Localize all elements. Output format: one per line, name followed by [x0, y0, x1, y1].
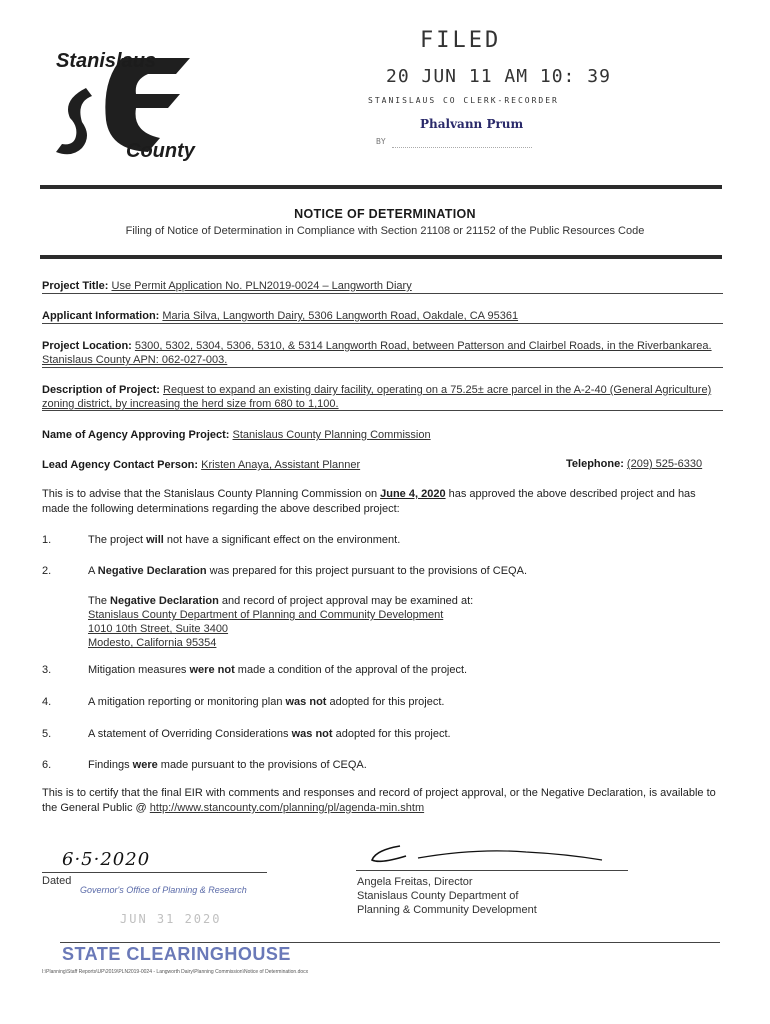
determination-intro [42, 487, 724, 517]
item-number: 5. [42, 728, 52, 740]
approval-date: June 4, 2020 [380, 488, 446, 500]
project-location-label: Project Location: [42, 340, 132, 352]
approving-agency-label: Name of Agency Approving Project: [42, 429, 230, 441]
item-text: Findings were made pursuant to the provisions of CEQA. [88, 759, 367, 771]
filed-stamp-by-line [392, 147, 532, 148]
header-divider-bar [40, 255, 722, 259]
project-description-field [42, 383, 724, 411]
handwritten-date: 6·5·2020 [62, 849, 151, 870]
intro-text-a: This is to advise that the Stanislaus County Planning Commission on [42, 488, 381, 500]
item-number: 4. [42, 696, 52, 708]
project-description-label: Description of Project: [42, 384, 160, 396]
address-line: Modesto, California 95354 [88, 637, 217, 649]
signer-department: Stanislaus County Department of [357, 890, 519, 902]
dated-label: Dated [42, 875, 72, 887]
contact-person-label: Lead Agency Contact Person: [42, 459, 199, 471]
agenda-minutes-link[interactable]: http://www.stancounty.com/planning/pl/agenda-min.shtm [149, 802, 425, 814]
project-title-value: Use Permit Application No. PLN2019-0024 – Langworth Diary [111, 280, 412, 292]
address-line: Stanislaus County Department of Planning and Community Development [88, 609, 444, 621]
logo-text-stanislaus: Stanislaus [56, 50, 157, 72]
item-text: Mitigation measures were not made a condition of the approval of the project. [88, 664, 468, 676]
signature-line [356, 870, 628, 871]
applicant-value: Maria Silva, Langworth Dairy, 5306 Langworth Road, Oakdale, CA 95361 [162, 310, 519, 322]
item-number: 3. [42, 664, 52, 676]
certification-statement [42, 786, 724, 816]
filed-stamp-by: BY [376, 137, 386, 146]
telephone-label: Telephone: [566, 458, 624, 470]
applicant-label: Applicant Information: [42, 310, 160, 322]
applicant-field [42, 309, 724, 323]
project-location-field [42, 339, 724, 367]
project-title-field [42, 279, 724, 293]
certification-text: This is to certify that the final EIR with comments and responses and record of project approval, or the Negative Declaration, is available to the General Public @ [42, 787, 716, 814]
project-title-label: Project Title: [42, 280, 109, 292]
project-location-value: 5300, 5302, 5304, 5306, 5310, & 5314 Langworth Road, between Patterson and Clairbel Roads, in the Riverbankarea. Stanislaus County APN: 062-027-003. [42, 340, 712, 366]
project-description-underline [42, 410, 723, 411]
opr-received-stamp: Governor's Office of Planning & Research [80, 885, 247, 895]
applicant-underline [42, 323, 723, 324]
contact-person-field [42, 458, 562, 472]
item-text: A statement of Overriding Considerations was not adopted for this project. [88, 728, 451, 740]
filed-stamp-time: 20 JUN 11 AM 10: 39 [386, 66, 611, 87]
filed-stamp-clerk-name: Phalvann Prum [420, 117, 524, 131]
project-location-underline [42, 367, 723, 368]
telephone-field [566, 458, 702, 470]
document-title: NOTICE OF DETERMINATION [294, 207, 476, 221]
item-text: The project will not have a significant effect on the environment. [88, 534, 401, 546]
approving-agency-field [42, 428, 724, 442]
opr-received-date: JUN 31 2020 [120, 912, 222, 926]
project-title-underline [42, 293, 723, 294]
footer-line [60, 942, 720, 943]
signer-department: Planning & Community Development [357, 904, 537, 916]
item-number: 1. [42, 534, 52, 546]
filed-stamp-title: FILED [420, 28, 502, 53]
address-line: 1010 10th Street, Suite 3400 [88, 623, 229, 635]
document-subtitle: Filing of Notice of Determination in Compliance with Section 21108 or 21152 of the Public Resources Code [125, 225, 645, 237]
approving-agency-value: Stanislaus County Planning Commission [232, 429, 431, 441]
intro-text-b: has approved the above described project and has made the following determinations regarding the above described project: [42, 488, 696, 515]
contact-person-value: Kristen Anaya, Assistant Planner [201, 459, 361, 471]
item-number: 2. [42, 565, 52, 577]
top-divider-bar [40, 185, 722, 189]
date-line [42, 872, 267, 873]
item-number: 6. [42, 759, 52, 771]
logo-text-county: County [126, 140, 195, 162]
file-path: I:\Planning\Staff Reports\UP\2019\PLN2019-0024 - Langworth Dairy\Planning Commission\Notice of Determination.docx [42, 969, 309, 975]
item-text: A Negative Declaration was prepared for this project pursuant to the provisions of CEQA. [88, 565, 528, 577]
telephone-value: (209) 525-6330 [626, 458, 703, 470]
item-text: A mitigation reporting or monitoring plan was not adopted for this project. [88, 696, 445, 708]
signer-name: Angela Freitas, Director [357, 876, 473, 888]
project-description-value: Request to expand an existing dairy facility, operating on a 75.25± acre parcel in the A-2-40 (General Agriculture) zoning district, by increasing the herd size from 680 to 1,100. [42, 384, 712, 410]
filed-stamp-county: STANISLAUS CO CLERK-RECORDER [368, 96, 559, 105]
county-logo [52, 40, 202, 170]
state-clearinghouse-stamp: STATE CLEARINGHOUSE [62, 944, 291, 964]
